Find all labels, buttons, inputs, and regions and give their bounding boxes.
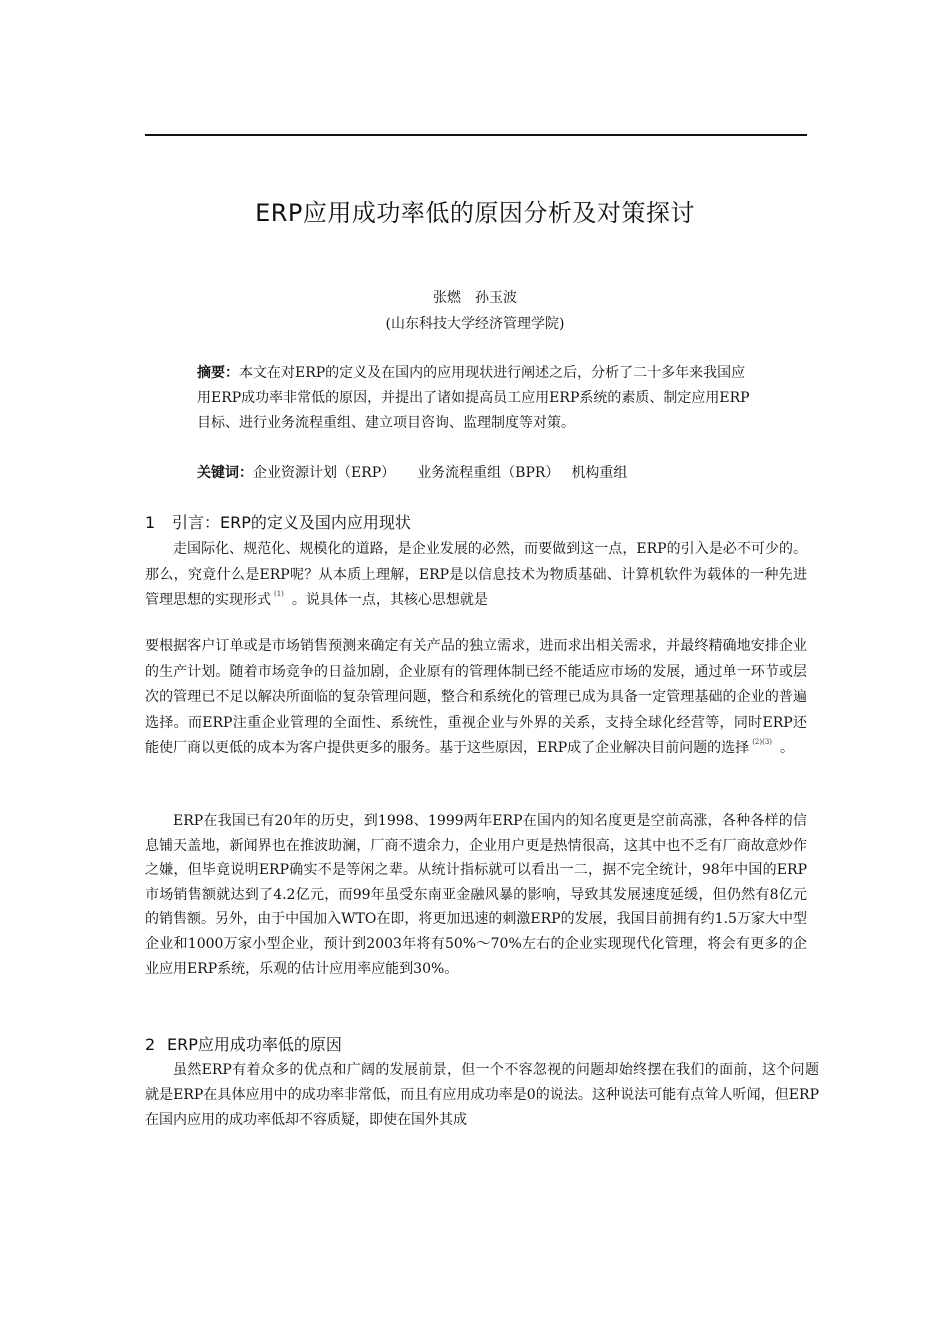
- section-title: ERP应用成功率低的原因: [167, 1035, 342, 1054]
- abstract-block: [197, 361, 757, 436]
- paper-title: ERP应用成功率低的原因分析及对策探讨: [255, 199, 695, 227]
- keyword-item: 机构重组: [571, 465, 628, 481]
- paper-affiliation: (山东科技大学经济管理学院): [385, 316, 565, 332]
- paragraph-text: 走国际化、规范化、规模化的道路，是企业发展的必然，而要做到这一点，ERP的引入是必不可少的。那么，究竟什么是ERP呢？从本质上理解，ERP是以信息技术为物质基础、计算机软件为载体的一种先进管理思想的实现形式: [145, 541, 807, 608]
- citation-ref: (1): [274, 590, 284, 598]
- header-rule: [145, 134, 807, 136]
- abstract-text: 本文在对ERP的定义及在国内的应用现状进行阐述之后，分析了二十多年来我国应用ERP成功率非常低的原因，并提出了诸如提高员工应用ERP系统的素质、制定应用ERP目标、进行业务流程重组、建立项目咨询、监理制度等对策。: [197, 365, 750, 431]
- paper-authors: 张燃 孙玉波: [433, 290, 517, 306]
- section-1-paragraph-2: ERP在我国已有20年的历史，到1998、1999两年ERP在国内的知名度更是空前高涨，各种各样的信息铺天盖地，新闻界也在推波助澜，厂商不遗余力，企业用户更是热情很高，这其中也不乏有厂商故意炒作之嫌，但毕竟说明ERP确实不是等闲之辈。从统计指标就可以看出一二，据不完全统计，98年中国的ERP市场销售额就达到了4.2亿元，而99年虽受东南亚金融风暴的影响，导致其发展速度延缓，但仍然有8亿元的销售额。另外，由于中国加入WTO在即，将更加迅速的刺激ERP的发展，我国目前拥有约1.5万家大中型企业和1000万家小型企业，预计到2003年将有50%～70%左右的企业实现现代化管理，将会有更多的企业应用ERP系统，乐观的估计应用率应能到30%。: [145, 813, 807, 977]
- paragraph-text: 。: [780, 740, 795, 756]
- keywords-block: [197, 461, 757, 486]
- citation-ref: (2)(3): [752, 738, 773, 746]
- section-2-paragraph-1: 虽然ERP有着众多的优点和广阔的发展前景，但一个不容忽视的问题却始终摆在我们的面前，这个问题就是ERP在具体应用中的成功率非常低，而且有应用成功率是0的说法。这种说法可能有点耸人听闻，但ERP在国内应用的成功率低却不容质疑，即使在国外其成: [145, 1062, 819, 1128]
- abstract-label: 摘要：: [197, 365, 239, 381]
- section-1-paragraph-1: [145, 537, 807, 614]
- paragraph-text: 。说具体一点，其核心思想就是: [291, 592, 488, 608]
- keywords-label: 关键词：: [197, 465, 253, 481]
- section-number: 1: [145, 513, 156, 532]
- section-1-paragraph-1-continued: [145, 634, 807, 762]
- section-heading-1: [145, 511, 411, 535]
- section-number: 2: [145, 1035, 156, 1054]
- section-title: 引言：ERP的定义及国内应用现状: [172, 513, 411, 532]
- section-heading-2: [145, 1033, 342, 1057]
- paragraph-text: 要根据客户订单或是市场销售预测来确定有关产品的独立需求，进而求出相关需求，并最终精确地安排企业的生产计划。随着市场竞争的日益加剧，企业原有的管理体制已经不能适应市场的发展，通过单一环节或层次的管理已不足以解决所面临的复杂管理问题，整合和系统化的管理已成为具备一定管理基础的企业的普遍选择。而ERP注重企业管理的全面性、系统性，重视企业与外界的关系，支持全球化经营等，同时ERP还能使厂商以更低的成本为客户提供更多的服务。基于这些原因，ERP成了企业解决目前问题的选择: [145, 638, 807, 756]
- keyword-item: 业务流程重组（BPR）: [417, 465, 560, 481]
- keyword-item: 企业资源计划（ERP）: [253, 465, 396, 481]
